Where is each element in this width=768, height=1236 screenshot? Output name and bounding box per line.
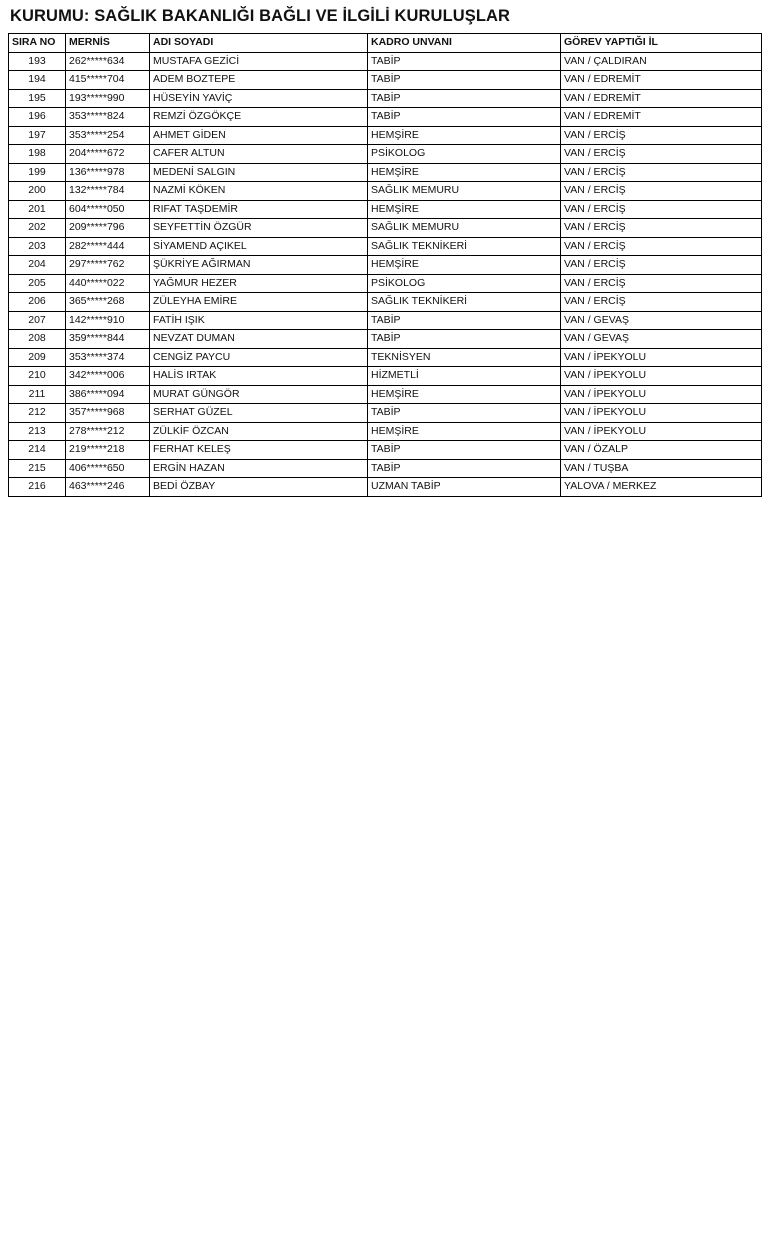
- header-kadro-unvani: KADRO UNVANI: [368, 34, 561, 53]
- cell-mernis: 353*****374: [66, 348, 150, 367]
- cell-kadro-unvani: TABİP: [368, 404, 561, 423]
- cell-sira-no: 194: [9, 71, 66, 90]
- cell-kadro-unvani: TABİP: [368, 330, 561, 349]
- cell-adi-soyadi: FERHAT KELEŞ: [150, 441, 368, 460]
- table-row: [9, 89, 762, 108]
- cell-adi-soyadi: NEVZAT DUMAN: [150, 330, 368, 349]
- cell-mernis: 365*****268: [66, 293, 150, 312]
- cell-adi-soyadi: NAZMİ KÖKEN: [150, 182, 368, 201]
- table-row: [9, 385, 762, 404]
- cell-sira-no: 197: [9, 126, 66, 145]
- cell-sira-no: 202: [9, 219, 66, 238]
- cell-kadro-unvani: UZMAN TABİP: [368, 478, 561, 497]
- cell-sira-no: 203: [9, 237, 66, 256]
- cell-sira-no: 198: [9, 145, 66, 164]
- table-row: [9, 237, 762, 256]
- table-row: [9, 459, 762, 478]
- cell-adi-soyadi: ERGİN HAZAN: [150, 459, 368, 478]
- cell-adi-soyadi: HÜSEYİN YAVİÇ: [150, 89, 368, 108]
- cell-sira-no: 208: [9, 330, 66, 349]
- cell-sira-no: 207: [9, 311, 66, 330]
- cell-sira-no: 204: [9, 256, 66, 275]
- table-row: [9, 108, 762, 127]
- cell-gorev-yaptigi-il: VAN / İPEKYOLU: [561, 422, 762, 441]
- table-row: [9, 145, 762, 164]
- cell-mernis: 406*****650: [66, 459, 150, 478]
- cell-adi-soyadi: SERHAT GÜZEL: [150, 404, 368, 423]
- cell-kadro-unvani: HEMŞİRE: [368, 256, 561, 275]
- cell-mernis: 278*****212: [66, 422, 150, 441]
- cell-adi-soyadi: ZÜLEYHA EMİRE: [150, 293, 368, 312]
- cell-kadro-unvani: HEMŞİRE: [368, 163, 561, 182]
- cell-adi-soyadi: AHMET GİDEN: [150, 126, 368, 145]
- cell-kadro-unvani: PSİKOLOG: [368, 274, 561, 293]
- cell-gorev-yaptigi-il: VAN / ÇALDIRAN: [561, 52, 762, 71]
- cell-kadro-unvani: SAĞLIK TEKNİKERİ: [368, 293, 561, 312]
- cell-adi-soyadi: SİYAMEND AÇIKEL: [150, 237, 368, 256]
- table-row: [9, 71, 762, 90]
- cell-kadro-unvani: HİZMETLİ: [368, 367, 561, 386]
- table-row: [9, 441, 762, 460]
- cell-sira-no: 213: [9, 422, 66, 441]
- cell-mernis: 204*****672: [66, 145, 150, 164]
- table-row: [9, 367, 762, 386]
- cell-gorev-yaptigi-il: VAN / GEVAŞ: [561, 311, 762, 330]
- cell-mernis: 440*****022: [66, 274, 150, 293]
- cell-gorev-yaptigi-il: VAN / İPEKYOLU: [561, 404, 762, 423]
- cell-kadro-unvani: SAĞLIK TEKNİKERİ: [368, 237, 561, 256]
- cell-gorev-yaptigi-il: VAN / İPEKYOLU: [561, 348, 762, 367]
- table-row: [9, 311, 762, 330]
- table-row: [9, 348, 762, 367]
- header-gorev-yaptigi-il: GÖREV YAPTIĞI İL: [561, 34, 762, 53]
- cell-adi-soyadi: REMZİ ÖZGÖKÇE: [150, 108, 368, 127]
- cell-sira-no: 196: [9, 108, 66, 127]
- cell-sira-no: 201: [9, 200, 66, 219]
- cell-sira-no: 200: [9, 182, 66, 201]
- cell-adi-soyadi: FATİH IŞIK: [150, 311, 368, 330]
- cell-kadro-unvani: SAĞLIK MEMURU: [368, 219, 561, 238]
- cell-gorev-yaptigi-il: VAN / GEVAŞ: [561, 330, 762, 349]
- cell-kadro-unvani: HEMŞİRE: [368, 200, 561, 219]
- cell-adi-soyadi: ADEM BOZTEPE: [150, 71, 368, 90]
- cell-gorev-yaptigi-il: VAN / EDREMİT: [561, 71, 762, 90]
- header-adi-soyadi: ADI SOYADI: [150, 34, 368, 53]
- cell-gorev-yaptigi-il: VAN / TUŞBA: [561, 459, 762, 478]
- table-row: [9, 330, 762, 349]
- cell-adi-soyadi: ZÜLKİF ÖZCAN: [150, 422, 368, 441]
- cell-sira-no: 195: [9, 89, 66, 108]
- cell-kadro-unvani: SAĞLIK MEMURU: [368, 182, 561, 201]
- table-body: [9, 52, 762, 496]
- cell-mernis: 136*****978: [66, 163, 150, 182]
- cell-sira-no: 193: [9, 52, 66, 71]
- cell-adi-soyadi: MEDENİ SALGIN: [150, 163, 368, 182]
- cell-kadro-unvani: TABİP: [368, 311, 561, 330]
- cell-gorev-yaptigi-il: VAN / ERCİŞ: [561, 126, 762, 145]
- cell-mernis: 193*****990: [66, 89, 150, 108]
- table-row: [9, 200, 762, 219]
- cell-adi-soyadi: ŞÜKRİYE AĞIRMAN: [150, 256, 368, 275]
- table-row: [9, 52, 762, 71]
- cell-gorev-yaptigi-il: VAN / ÖZALP: [561, 441, 762, 460]
- cell-sira-no: 211: [9, 385, 66, 404]
- cell-mernis: 142*****910: [66, 311, 150, 330]
- cell-gorev-yaptigi-il: VAN / ERCİŞ: [561, 219, 762, 238]
- cell-adi-soyadi: HALİS IRTAK: [150, 367, 368, 386]
- table-row: [9, 163, 762, 182]
- table-row: [9, 126, 762, 145]
- cell-gorev-yaptigi-il: VAN / İPEKYOLU: [561, 367, 762, 386]
- table-row: [9, 219, 762, 238]
- cell-sira-no: 216: [9, 478, 66, 497]
- cell-kadro-unvani: TABİP: [368, 459, 561, 478]
- cell-kadro-unvani: HEMŞİRE: [368, 422, 561, 441]
- cell-sira-no: 209: [9, 348, 66, 367]
- cell-mernis: 359*****844: [66, 330, 150, 349]
- cell-adi-soyadi: CENGİZ PAYCU: [150, 348, 368, 367]
- cell-mernis: 209*****796: [66, 219, 150, 238]
- cell-gorev-yaptigi-il: VAN / ERCİŞ: [561, 237, 762, 256]
- table-row: [9, 478, 762, 497]
- cell-sira-no: 215: [9, 459, 66, 478]
- cell-kadro-unvani: TABİP: [368, 71, 561, 90]
- cell-mernis: 386*****094: [66, 385, 150, 404]
- cell-mernis: 353*****824: [66, 108, 150, 127]
- cell-adi-soyadi: SEYFETTİN ÖZGÜR: [150, 219, 368, 238]
- cell-gorev-yaptigi-il: YALOVA / MERKEZ: [561, 478, 762, 497]
- cell-mernis: 342*****006: [66, 367, 150, 386]
- table-row: [9, 422, 762, 441]
- cell-adi-soyadi: RIFAT TAŞDEMİR: [150, 200, 368, 219]
- cell-mernis: 282*****444: [66, 237, 150, 256]
- cell-kadro-unvani: HEMŞİRE: [368, 126, 561, 145]
- cell-sira-no: 205: [9, 274, 66, 293]
- cell-sira-no: 214: [9, 441, 66, 460]
- cell-gorev-yaptigi-il: VAN / ERCİŞ: [561, 274, 762, 293]
- table-row: [9, 293, 762, 312]
- cell-sira-no: 210: [9, 367, 66, 386]
- table-row: [9, 274, 762, 293]
- cell-mernis: 297*****762: [66, 256, 150, 275]
- cell-adi-soyadi: MUSTAFA GEZİCİ: [150, 52, 368, 71]
- cell-adi-soyadi: BEDİ ÖZBAY: [150, 478, 368, 497]
- table-row: [9, 256, 762, 275]
- cell-adi-soyadi: MURAT GÜNGÖR: [150, 385, 368, 404]
- table-row: [9, 404, 762, 423]
- header-sira-no: SIRA NO: [9, 34, 66, 53]
- cell-sira-no: 212: [9, 404, 66, 423]
- cell-kadro-unvani: PSİKOLOG: [368, 145, 561, 164]
- header-mernis: MERNİS: [66, 34, 150, 53]
- cell-gorev-yaptigi-il: VAN / EDREMİT: [561, 89, 762, 108]
- cell-gorev-yaptigi-il: VAN / ERCİŞ: [561, 256, 762, 275]
- cell-mernis: 357*****968: [66, 404, 150, 423]
- cell-mernis: 463*****246: [66, 478, 150, 497]
- personnel-table: [8, 33, 762, 497]
- cell-sira-no: 206: [9, 293, 66, 312]
- document-title: KURUMU: SAĞLIK BAKANLIĞI BAĞLI VE İLGİLİ KURULUŞLAR: [10, 7, 511, 25]
- cell-kadro-unvani: TEKNİSYEN: [368, 348, 561, 367]
- cell-mernis: 219*****218: [66, 441, 150, 460]
- cell-gorev-yaptigi-il: VAN / ERCİŞ: [561, 145, 762, 164]
- cell-gorev-yaptigi-il: VAN / ERCİŞ: [561, 182, 762, 201]
- cell-kadro-unvani: HEMŞİRE: [368, 385, 561, 404]
- cell-mernis: 132*****784: [66, 182, 150, 201]
- cell-kadro-unvani: TABİP: [368, 89, 561, 108]
- cell-adi-soyadi: CAFER ALTUN: [150, 145, 368, 164]
- cell-gorev-yaptigi-il: VAN / ERCİŞ: [561, 200, 762, 219]
- cell-kadro-unvani: TABİP: [368, 441, 561, 460]
- cell-gorev-yaptigi-il: VAN / ERCİŞ: [561, 163, 762, 182]
- cell-gorev-yaptigi-il: VAN / EDREMİT: [561, 108, 762, 127]
- cell-mernis: 353*****254: [66, 126, 150, 145]
- cell-mernis: 262*****634: [66, 52, 150, 71]
- cell-mernis: 415*****704: [66, 71, 150, 90]
- table-header-row: [9, 34, 762, 53]
- cell-mernis: 604*****050: [66, 200, 150, 219]
- cell-sira-no: 199: [9, 163, 66, 182]
- cell-gorev-yaptigi-il: VAN / ERCİŞ: [561, 293, 762, 312]
- cell-kadro-unvani: TABİP: [368, 108, 561, 127]
- cell-adi-soyadi: YAĞMUR HEZER: [150, 274, 368, 293]
- cell-gorev-yaptigi-il: VAN / İPEKYOLU: [561, 385, 762, 404]
- table-row: [9, 182, 762, 201]
- cell-kadro-unvani: TABİP: [368, 52, 561, 71]
